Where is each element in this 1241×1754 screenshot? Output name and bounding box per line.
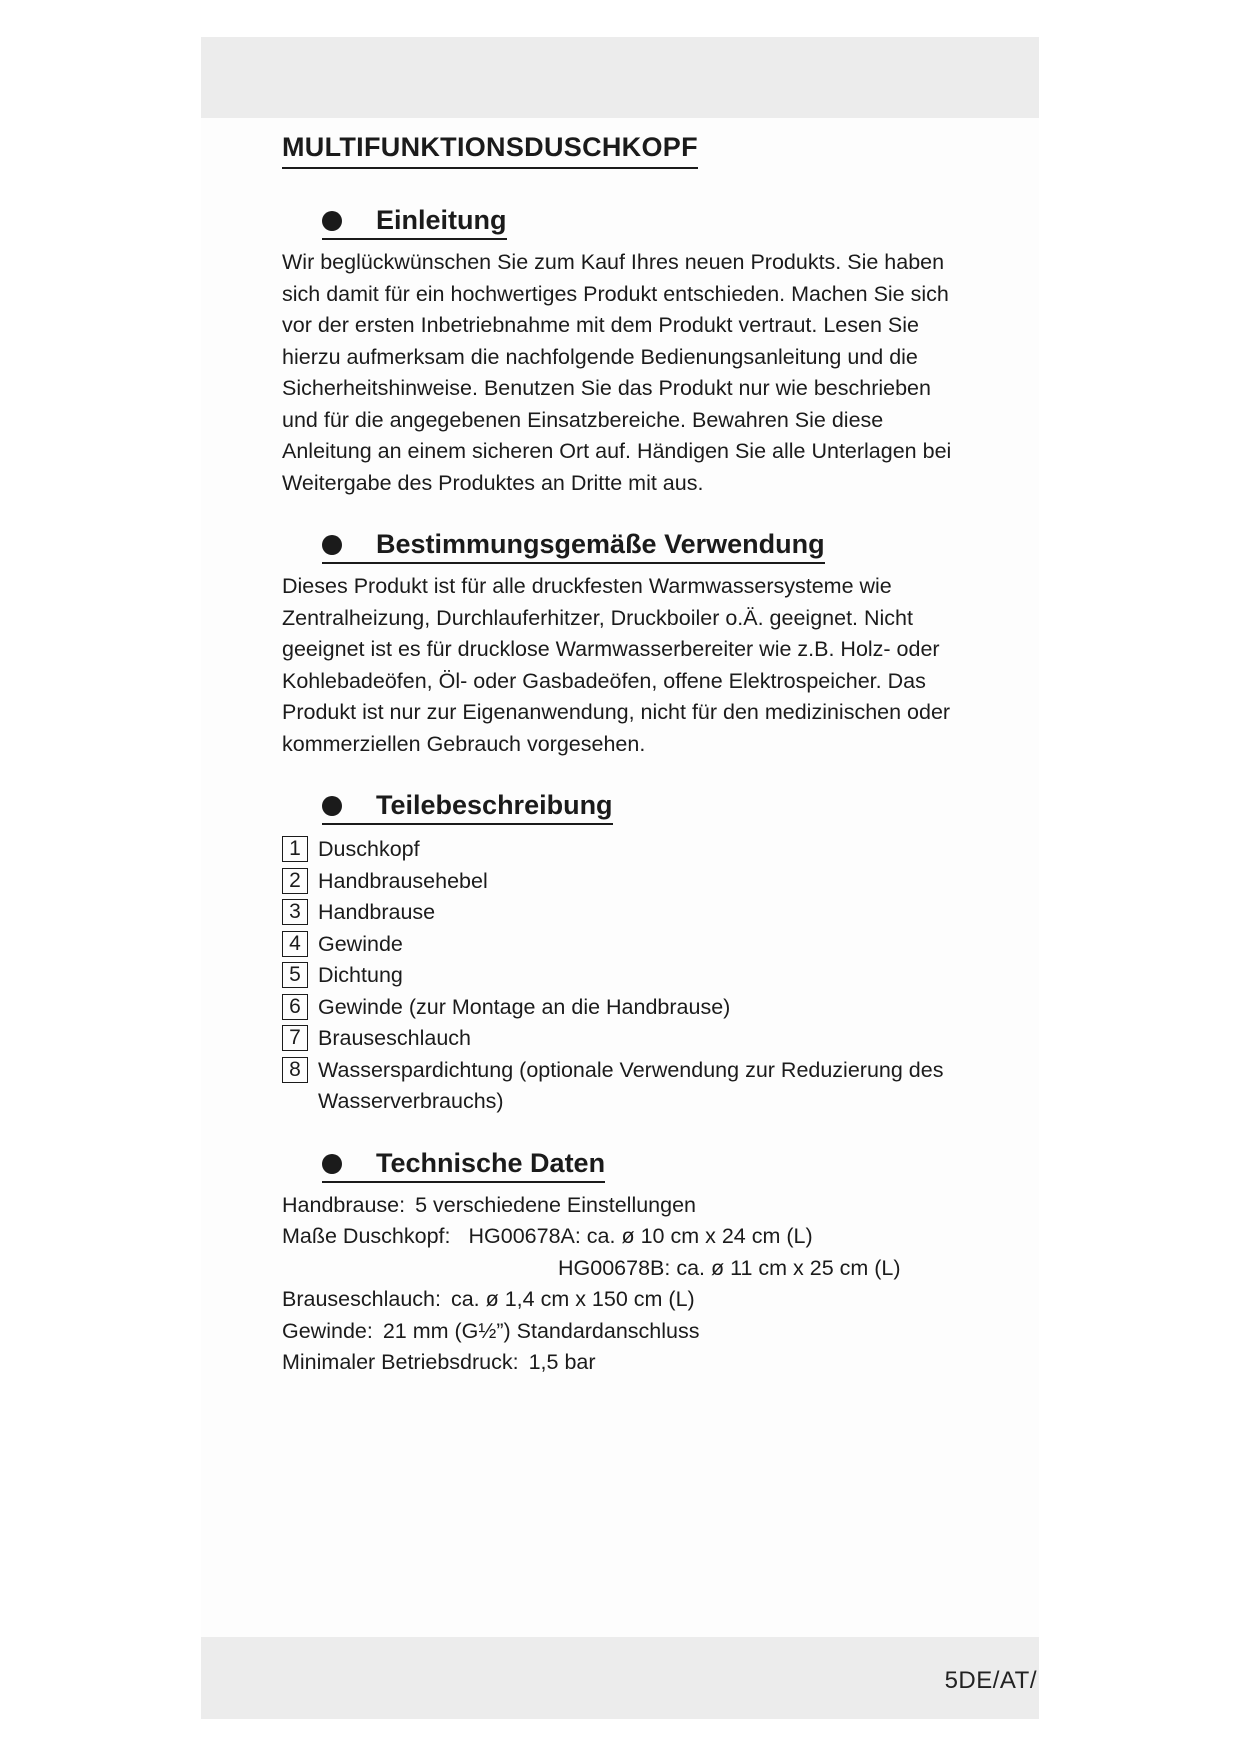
- page-content: [282, 129, 982, 1379]
- list-item: [282, 992, 982, 1024]
- heading-tech: Technische Daten: [322, 1145, 605, 1183]
- list-item: [282, 834, 982, 866]
- section-tech: [282, 1144, 982, 1379]
- tech-value: ca. ø 1,4 cm x 150 cm (L): [450, 1287, 695, 1311]
- section-heading: [322, 786, 982, 826]
- manual-page: [201, 37, 1039, 1719]
- tech-label: Handbrause:: [282, 1192, 406, 1217]
- tech-label: Minimaler Betriebsdruck:: [282, 1350, 519, 1374]
- heading-intro: Einleitung: [322, 202, 507, 240]
- tech-row-masse-b: [282, 1253, 982, 1285]
- section-usage: [282, 525, 982, 760]
- usage-text: Dieses Produkt ist für alle druckfesten Warmwassersysteme wie Zentralheizung, Durchlauferhitzer, Druckboiler o.Ä. geeignet. Nicht geeignet ist es für drucklose Warmwasserbereiter wie z.B. Holz- oder Kohlebadeöfen, Öl- oder Gasbadeöfen, offene Elektrospeicher. Das Produkt ist nur zur Eigenanwendung, nicht für den medizinischen oder kommerziellen Gebrauch vorgesehen.: [282, 574, 951, 756]
- tech-row-schlauch: [282, 1284, 982, 1316]
- part-label: Handbrause: [318, 900, 436, 924]
- part-number: 1: [282, 836, 308, 862]
- part-label: Duschkopf: [318, 837, 420, 861]
- part-number: 8: [282, 1057, 308, 1083]
- part-label: Gewinde: [318, 931, 403, 956]
- tech-row-gewinde: [282, 1316, 982, 1348]
- tech-value: 1,5 bar: [528, 1350, 596, 1374]
- section-heading: [322, 1144, 982, 1184]
- list-item: [282, 929, 982, 961]
- list-item: [282, 897, 982, 929]
- tech-label: Brauseschlauch:: [282, 1287, 441, 1311]
- tech-row-handbrause: [282, 1190, 982, 1222]
- section-heading: [322, 201, 982, 241]
- tech-label: Maße Duschkopf:: [282, 1224, 451, 1248]
- tech-label: Gewinde:: [282, 1318, 373, 1343]
- tech-row-druck: [282, 1347, 982, 1379]
- part-label: Wasserspardichtung (optionale Verwendung zur Reduzierung des Wasserverbrauchs): [318, 1057, 944, 1113]
- part-number: 3: [282, 899, 308, 925]
- list-item: [282, 960, 982, 992]
- tech-row-masse: [282, 1221, 982, 1253]
- header-band: [201, 37, 1039, 118]
- document-title: MULTIFUNKTIONSDUSCHKOPF: [282, 129, 698, 169]
- heading-usage: Bestimmungsgemäße Verwendung: [322, 526, 825, 564]
- footer-band: [201, 1637, 1039, 1719]
- tech-data: [282, 1190, 982, 1379]
- part-number: 7: [282, 1025, 308, 1051]
- part-number: 6: [282, 994, 308, 1020]
- tech-value: HG00678B: ca. ø 11 cm x 25 cm (L): [558, 1255, 901, 1280]
- part-number: 5: [282, 962, 308, 988]
- tech-value: HG00678A: ca. ø 10 cm x 24 cm (L): [468, 1224, 813, 1248]
- list-item: [282, 1023, 982, 1055]
- section-heading: [322, 525, 982, 565]
- part-label: Handbrausehebel: [318, 868, 488, 893]
- section-parts: [282, 786, 982, 1118]
- part-label: Gewinde (zur Montage an die Handbrause): [318, 994, 731, 1019]
- section-intro: [282, 201, 982, 499]
- page-number: 5DE/AT/: [944, 1667, 1037, 1694]
- parts-list: [282, 834, 982, 1118]
- part-label: Brauseschlauch: [318, 1026, 471, 1050]
- list-item: [282, 866, 982, 898]
- heading-parts: Teilebeschreibung: [322, 787, 613, 825]
- part-label: Dichtung: [318, 963, 403, 987]
- intro-text: Wir beglückwünschen Sie zum Kauf Ihres neuen Produkts. Sie haben sich damit für ein hochwertiges Produkt entschieden. Machen Sie sich vor der ersten Inbetriebnahme mit dem Produkt vertraut. Lesen Sie hierzu aufmerksam die nachfolgende Bedienungsanleitung und die Sicherheitshinweise. Benutzen Sie das Produkt nur wie beschrieben und für die angegebenen Einsatzbereiche. Bewahren Sie diese Anleitung an einem sicheren Ort auf. Händigen Sie alle Unterlagen bei Weitergabe des Produktes an Dritte mit aus.: [282, 250, 952, 495]
- part-number: 2: [282, 868, 308, 894]
- tech-value: 5 verschiedene Einstellungen: [415, 1192, 697, 1217]
- part-number: 4: [282, 931, 308, 957]
- tech-value: 21 mm (G½”) Standardanschluss: [382, 1318, 700, 1343]
- list-item: [282, 1055, 982, 1118]
